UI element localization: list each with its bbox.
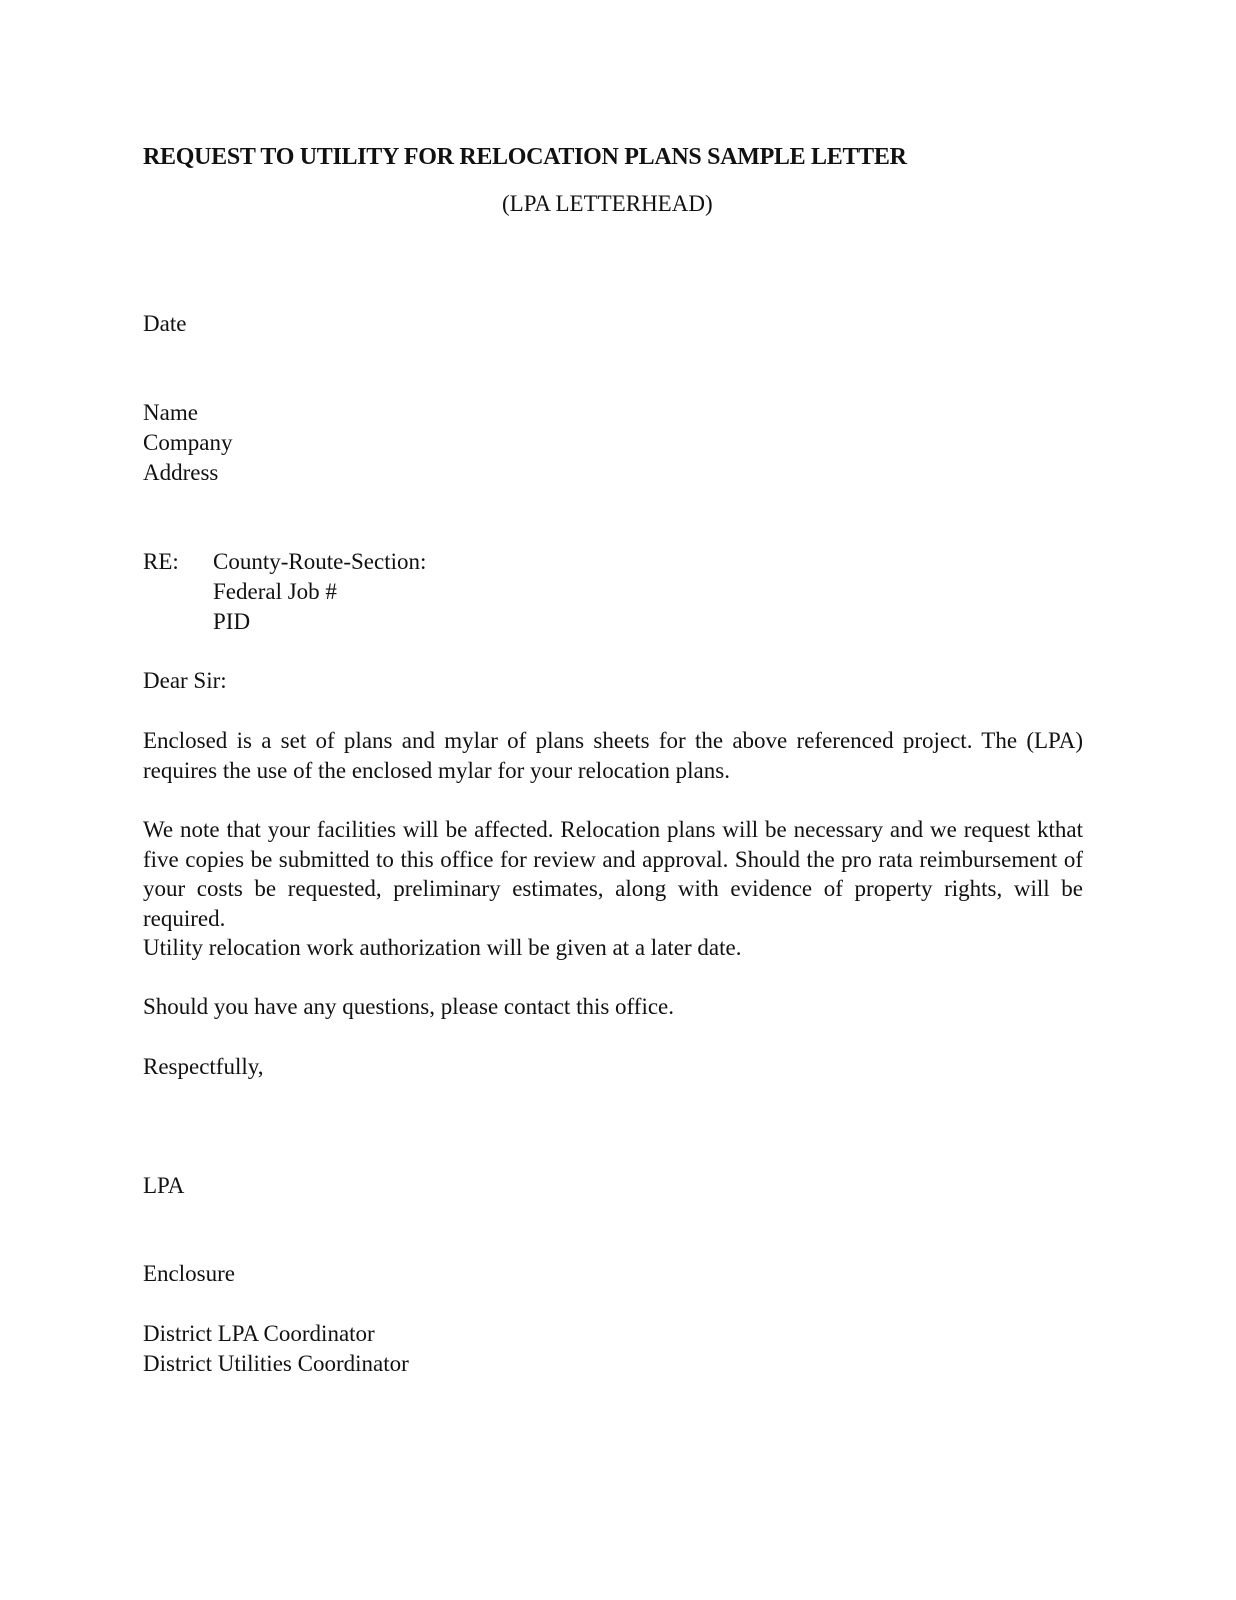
letterhead-placeholder: (LPA LETTERHEAD) <box>502 191 713 216</box>
recipient-company: Company <box>143 430 233 455</box>
recipient-address: Address <box>143 460 219 485</box>
body-paragraph-3: Utility relocation work authorization will be given at a later date. <box>143 935 742 960</box>
signature: LPA <box>143 1173 185 1198</box>
re-federal-job: Federal Job # <box>213 579 337 604</box>
re-county-route-section: County-Route-Section: <box>213 549 427 574</box>
body-paragraph-4: Should you have any questions, please contact this office. <box>143 994 675 1019</box>
re-block <box>213 547 426 637</box>
recipient-block <box>143 398 232 488</box>
cc-district-lpa-coordinator: District LPA Coordinator <box>143 1321 375 1346</box>
body-paragraph-1: Enclosed is a set of plans and mylar of plans sheets for the above referenced project. The (LPA) requires the use of the enclosed mylar for your relocation plans. <box>143 728 1083 783</box>
enclosure-label: Enclosure <box>143 1261 235 1286</box>
document-title: REQUEST TO UTILITY FOR RELOCATION PLANS SAMPLE LETTER <box>143 144 907 170</box>
re-label: RE: <box>143 549 179 574</box>
closing: Respectfully, <box>143 1054 264 1079</box>
date-label: Date <box>143 311 187 336</box>
re-pid: PID <box>213 609 251 634</box>
cc-district-utilities-coordinator: District Utilities Coordinator <box>143 1351 409 1376</box>
cc-block <box>143 1319 409 1379</box>
salutation: Dear Sir: <box>143 668 227 693</box>
body-paragraph-2: We note that your facilities will be affected. Relocation plans will be necessary and we request kthat five copies be submitted to this office for review and approval. Should the pro rata reimbursement of your costs be requested, preliminary estimates, along with evidence of property rights, will be required. <box>143 817 1083 931</box>
recipient-name: Name <box>143 400 198 425</box>
